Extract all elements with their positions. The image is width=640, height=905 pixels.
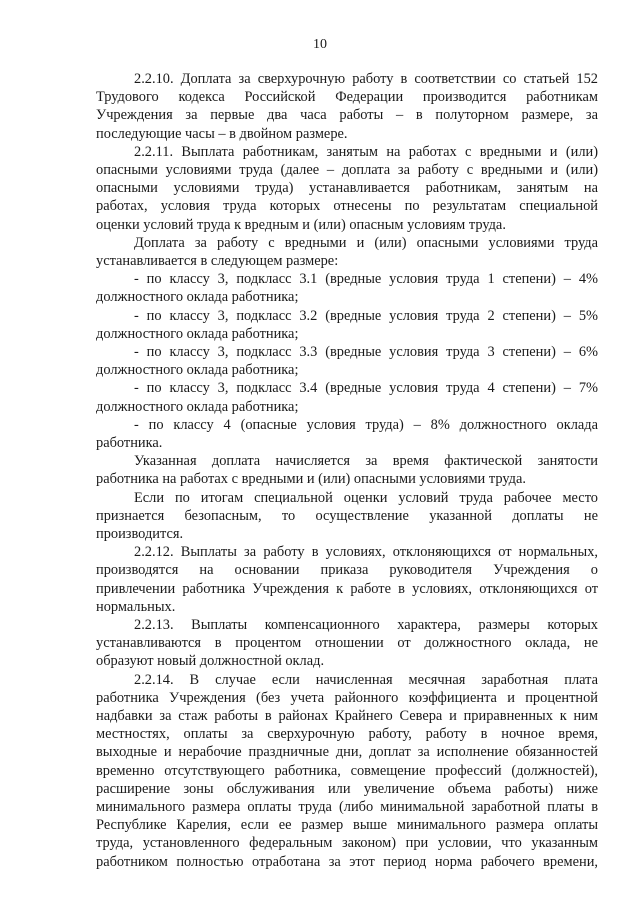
text-line: оценки условий труда к вредным и (или) опасным условиям труда. (96, 216, 506, 233)
text-line: устанавливается в следующем размере: (96, 253, 339, 269)
text-line: - по классу 3, подкласс 3.2 (вредные условия труда 2 степени) – 5% (134, 307, 598, 324)
text-line: 2.2.13. Выплаты компенсационного характера, размеры которых (134, 617, 598, 633)
text-line: Если по итогам специальной оценки условий труда рабочее место (134, 489, 598, 506)
text-line: Учреждения за первые два часа работы – в полуторном размере, за (96, 107, 598, 124)
text-line: привлечении работника Учреждения к работе в условиях, отклоняющихся от (96, 580, 598, 597)
text-line: Республике Карелия, если ее размер выше минимального размера оплаты (96, 817, 598, 834)
text-line: нормальных. (96, 598, 176, 615)
text-line: должностного оклада работника; (96, 289, 299, 306)
text-line: 2.2.12. Выплаты за работу в условиях, отклоняющихся от нормальных, (134, 544, 598, 561)
text-line: - по классу 3, подкласс 3.4 (вредные условия труда 4 степени) – 7% (134, 380, 598, 397)
text-line: - по классу 4 (опасные условия труда) – 8% должностного оклада (134, 416, 598, 433)
text-line: должностного оклада работника; (96, 362, 299, 379)
page-number: 10 (313, 37, 327, 52)
text-line: производится. (96, 526, 184, 542)
text-line: временно отсутствующего работника, совмещение профессий (должностей), (96, 762, 598, 779)
text-line: расширение зоны обслуживания или увеличение объема работы) ниже (96, 780, 598, 797)
text-line: опасными условиями труда (далее – доплата за работу с вредными и (или) (96, 162, 598, 178)
text-line: последующие часы – в двойном размере. (96, 125, 348, 142)
text-line: образуют новый должностной оклад. (96, 653, 325, 670)
text-line: 2.2.14. В случае если начисленная месячная заработная плата (134, 671, 598, 688)
text-line: Трудового кодекса Российской Федерации производится работникам (96, 89, 598, 106)
text-line: минимального размера оплаты труда (либо минимальной заработной платы в (96, 799, 598, 815)
text-line: 2.2.11. Выплата работникам, занятым на работах с вредными и (или) (134, 143, 598, 160)
text-line: опасными условиями труда) устанавливается работникам, занятым на (96, 180, 598, 197)
text-line: работника Учреждения (без учета районного коэффициента и процентной (96, 689, 598, 706)
text-line: - по классу 3, подкласс 3.1 (вредные условия труда 1 степени) – 4% (134, 271, 598, 288)
text-line: местностях, оплаты за сверхурочную работу, работу в ночное время, (96, 726, 598, 743)
text-line: надбавки за стаж работы в районах Крайнего Севера и приравненных к ним (96, 708, 598, 724)
text-line: - по классу 3, подкласс 3.3 (вредные условия труда 3 степени) – 6% (134, 344, 598, 360)
text-line: должностного оклада работника; (96, 325, 299, 342)
text-line: работах, условия труда которых отнесены по результатам специальной (96, 198, 598, 215)
text-line: должностного оклада работника; (96, 398, 299, 415)
text-line: труда, установленного федеральным законом) при условии, что указанным (96, 835, 598, 852)
text-line: работником полностью отработана за этот период норма рабочего времени, (96, 853, 598, 870)
text-line: устанавливаются в процентом отношении от должностного оклада, не (96, 635, 598, 652)
text-line: производятся на основании приказа руководителя Учреждения о (96, 562, 598, 579)
text-line: Доплата за работу с вредными и (или) опасными условиями труда (134, 234, 598, 251)
text-line: выходные и нерабочие праздничные дни, доплат за исполнение обязанностей (96, 744, 598, 761)
text-line: 2.2.10. Доплата за сверхурочную работу в соответствии со статьей 152 (134, 71, 598, 87)
text-line: работника. (96, 435, 163, 451)
text-line: работника на работах с вредными и (или) опасными условиями труда. (96, 471, 526, 488)
text-line: Указанная доплата начисляется за время фактической занятости (134, 453, 598, 470)
text-line: признается безопасным, то осуществление указанной доплаты не (96, 507, 598, 524)
